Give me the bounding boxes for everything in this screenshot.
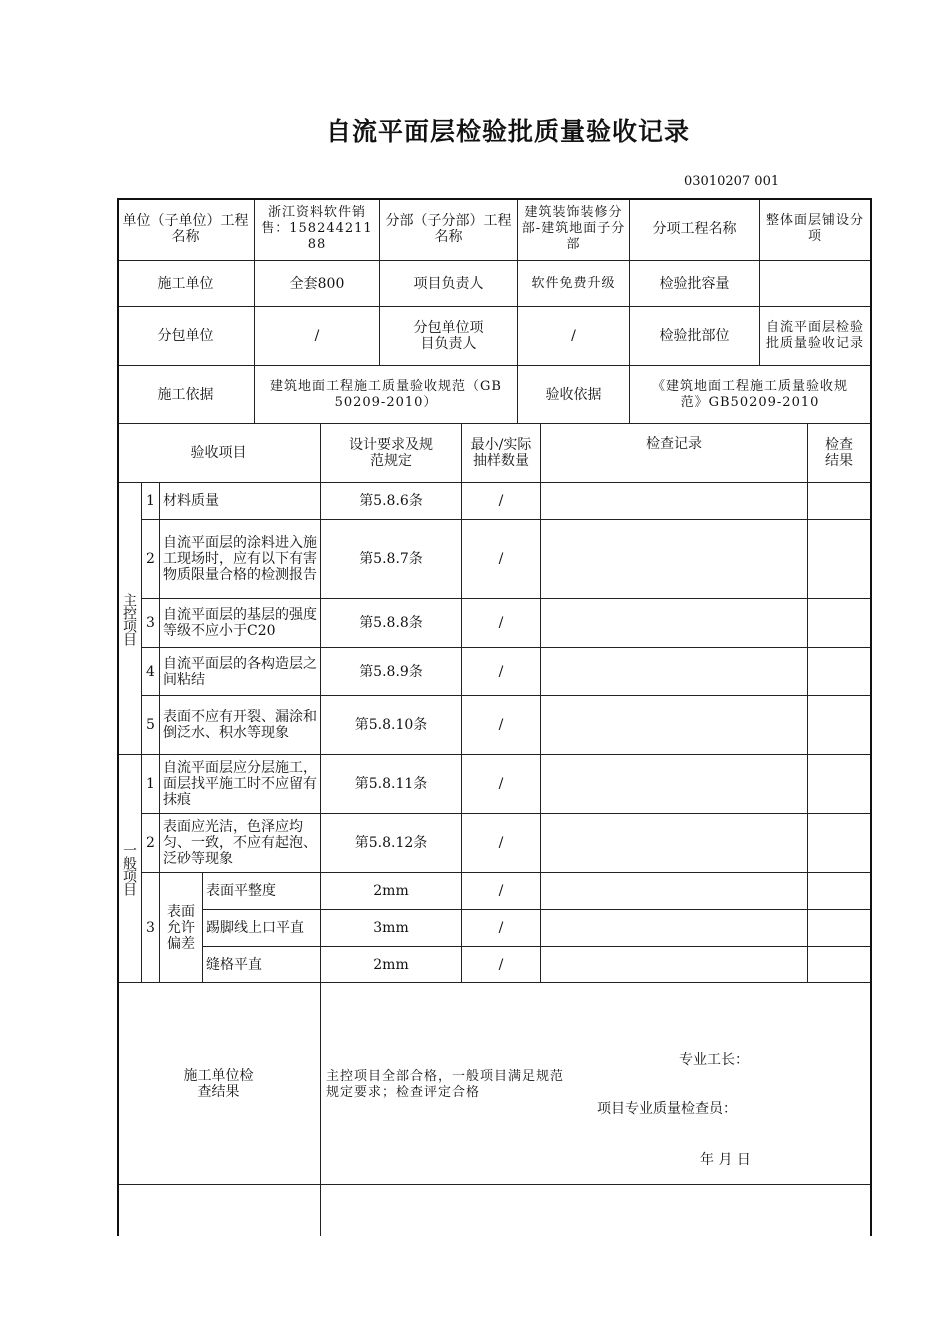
construction-unit-value: 全套800 xyxy=(255,261,380,307)
main-item-result[interactable] xyxy=(808,599,871,648)
batch-capacity-value xyxy=(760,261,871,307)
subcontract-unit-label: 分包单位 xyxy=(117,307,255,366)
general-item-sample: / xyxy=(462,755,541,814)
tolerance-desc: 踢脚线上口平直 xyxy=(203,910,321,947)
main-item-desc: 自流平面层的各构造层之间粘结 xyxy=(160,648,321,696)
tolerance-record[interactable] xyxy=(541,947,808,983)
main-item-result[interactable] xyxy=(808,648,871,696)
batch-capacity-label: 检验批容量 xyxy=(630,261,760,307)
col-item: 验收项目 xyxy=(117,424,321,483)
general-item-desc: 自流平面层应分层施工，面层找平施工时不应留有抹痕 xyxy=(160,755,321,814)
general-item-no: 2 xyxy=(142,814,160,873)
main-item-spec: 第5.8.6条 xyxy=(321,483,462,520)
basis-label: 施工依据 xyxy=(117,366,255,424)
main-item-no: 2 xyxy=(142,520,160,599)
main-item-no: 3 xyxy=(142,599,160,648)
main-item-no: 1 xyxy=(142,483,160,520)
batch-location-value: 自流平面层检验批质量验收记录 xyxy=(760,307,871,366)
main-item-result[interactable] xyxy=(808,483,871,520)
main-item-spec: 第5.8.9条 xyxy=(321,648,462,696)
col-design: 设计要求及规范规定 xyxy=(321,424,462,483)
tolerance-desc: 表面平整度 xyxy=(203,873,321,910)
subitem-label: 分项工程名称 xyxy=(630,198,760,261)
project-leader-label: 项目负责人 xyxy=(380,261,518,307)
page-title: 自流平面层检验批质量验收记录 xyxy=(325,117,690,146)
main-item-no: 5 xyxy=(142,696,160,755)
date-label: 年 月 日 xyxy=(700,1152,751,1168)
general-item-spec: 第5.8.12条 xyxy=(321,814,462,873)
table-border-top xyxy=(117,198,871,200)
main-item-desc: 材料质量 xyxy=(160,483,321,520)
tolerance-result[interactable] xyxy=(808,947,871,983)
acceptance-basis-value: 《建筑地面工程施工质量验收规范》GB50209-2010 xyxy=(630,366,871,424)
footer-remark: 主控项目全部合格，一般项目满足规范规定要求；检查评定合格 xyxy=(326,1069,565,1100)
batch-location-label: 检验批部位 xyxy=(630,307,760,366)
unit-value: 浙江资料软件销售：15824421188 xyxy=(255,198,380,261)
general-item-spec: 第5.8.11条 xyxy=(321,755,462,814)
main-item-record[interactable] xyxy=(541,696,808,755)
general-item-record[interactable] xyxy=(541,755,808,814)
footer-label: 施工单位检查结果 xyxy=(117,983,321,1185)
main-item-record[interactable] xyxy=(541,648,808,696)
main-items-label: 主控项目 xyxy=(117,483,142,755)
tolerance-spec: 3mm xyxy=(321,910,462,947)
tolerance-record[interactable] xyxy=(541,873,808,910)
main-item-sample: / xyxy=(462,483,541,520)
general-item-sample: / xyxy=(462,814,541,873)
main-item-sample: / xyxy=(462,648,541,696)
tolerance-result[interactable] xyxy=(808,910,871,947)
tolerance-no: 3 xyxy=(142,873,160,983)
general-item-desc: 表面应光洁，色泽应均匀、一致，不应有起泡、泛砂等现象 xyxy=(160,814,321,873)
table-border-left xyxy=(117,198,119,1236)
col-record: 检查记录 xyxy=(541,424,808,483)
main-item-result[interactable] xyxy=(808,696,871,755)
general-items-label: 一般项目 xyxy=(117,755,142,983)
next-section-label xyxy=(117,1185,321,1236)
inspector-label: 项目专业质量检查员： xyxy=(597,1101,737,1117)
subitem-value: 整体面层铺设分项 xyxy=(760,198,871,261)
tolerance-desc: 缝格平直 xyxy=(203,947,321,983)
acceptance-basis-label: 验收依据 xyxy=(518,366,630,424)
general-item-record[interactable] xyxy=(541,814,808,873)
tolerance-sample: / xyxy=(462,947,541,983)
general-item-result[interactable] xyxy=(808,755,871,814)
col-result: 检查结果 xyxy=(808,424,871,483)
tolerance-sample: / xyxy=(462,873,541,910)
basis-value: 建筑地面工程施工质量验收规范（GB50209-2010） xyxy=(255,366,518,424)
tolerance-label: 表面允许偏差 xyxy=(160,873,203,983)
main-item-sample: / xyxy=(462,599,541,648)
tolerance-sample: / xyxy=(462,910,541,947)
main-item-spec: 第5.8.8条 xyxy=(321,599,462,648)
tolerance-spec: 2mm xyxy=(321,873,462,910)
subcontract-leader-value: / xyxy=(518,307,630,366)
division-value: 建筑装饰装修分部-建筑地面子分部 xyxy=(518,198,630,261)
main-item-record[interactable] xyxy=(541,483,808,520)
unit-label: 单位（子单位）工程名称 xyxy=(117,198,255,261)
main-item-no: 4 xyxy=(142,648,160,696)
table-border-right xyxy=(870,198,872,1236)
main-item-result[interactable] xyxy=(808,520,871,599)
general-item-result[interactable] xyxy=(808,814,871,873)
tolerance-spec: 2mm xyxy=(321,947,462,983)
main-item-spec: 第5.8.7条 xyxy=(321,520,462,599)
subcontract-unit-value: / xyxy=(255,307,380,366)
main-item-sample: / xyxy=(462,520,541,599)
col-sample: 最小/实际抽样数量 xyxy=(462,424,541,483)
main-item-sample: / xyxy=(462,696,541,755)
project-leader-value: 软件免费升级 xyxy=(518,261,630,307)
general-item-no: 1 xyxy=(142,755,160,814)
main-item-record[interactable] xyxy=(541,520,808,599)
main-item-spec: 第5.8.10条 xyxy=(321,696,462,755)
subcontract-leader-label: 分包单位项目负责人 xyxy=(380,307,518,366)
main-item-desc: 自流平面层的基层的强度等级不应小于C20 xyxy=(160,599,321,648)
document-code: 03010207 001 xyxy=(684,174,780,189)
main-item-desc: 自流平面层的涂料进入施工现场时，应有以下有害物质限量合格的检测报告 xyxy=(160,520,321,599)
construction-unit-label: 施工单位 xyxy=(117,261,255,307)
next-section-area[interactable] xyxy=(321,1185,871,1236)
foreman-label: 专业工长： xyxy=(679,1052,749,1068)
tolerance-result[interactable] xyxy=(808,873,871,910)
division-label: 分部（子分部）工程名称 xyxy=(380,198,518,261)
tolerance-record[interactable] xyxy=(541,910,808,947)
main-item-desc: 表面不应有开裂、漏涂和倒泛水、积水等现象 xyxy=(160,696,321,755)
main-item-record[interactable] xyxy=(541,599,808,648)
